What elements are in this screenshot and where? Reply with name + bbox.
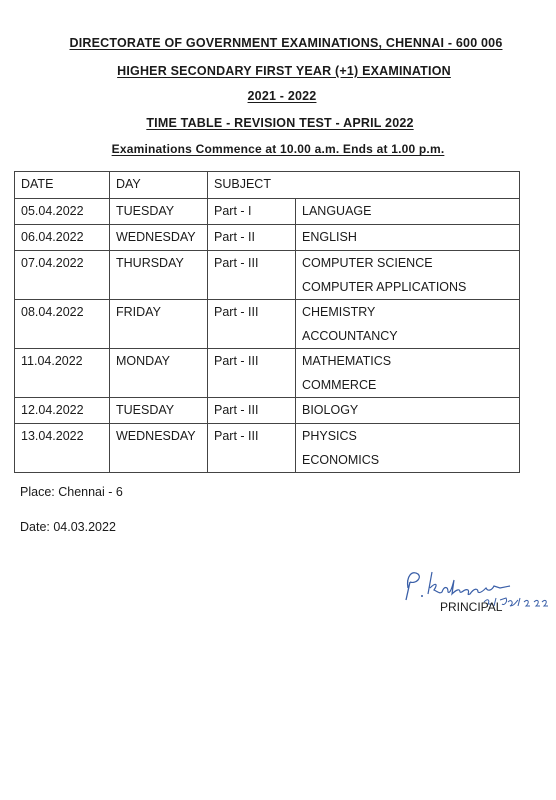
cell-day: WEDNESDAY (110, 225, 208, 251)
date-line: Date: 04.03.2022 (20, 520, 116, 534)
subject-name: MATHEMATICS (302, 354, 392, 368)
column-header-date: DATE (15, 172, 110, 199)
cell-part: Part - III (208, 349, 296, 398)
cell-part: Part - III (208, 300, 296, 349)
cell-part: Part - III (208, 251, 296, 300)
subject-name: COMMERCE (302, 378, 377, 392)
cell-part: Part - I (208, 199, 296, 225)
table-row (15, 424, 520, 473)
cell-part: Part - III (208, 398, 296, 424)
header-timetable-title: TIME TABLE - REVISION TEST - APRIL 2022 (146, 116, 414, 130)
cell-subjects (296, 349, 520, 398)
cell-date: 11.04.2022 (15, 349, 110, 398)
cell-day: TUESDAY (110, 398, 208, 424)
header-exam-timing: Examinations Commence at 10.00 a.m. Ends at 1.00 p.m. (111, 142, 445, 156)
subject-name: ACCOUNTANCY (302, 329, 398, 343)
table-row (15, 225, 520, 251)
column-header-subject: SUBJECT (208, 172, 520, 199)
cell-day: THURSDAY (110, 251, 208, 300)
subject-name: ENGLISH (302, 230, 357, 244)
header-academic-year: 2021 - 2022 (247, 89, 317, 103)
table-row (15, 398, 520, 424)
table-row (15, 349, 520, 398)
table-row (15, 300, 520, 349)
place-line: Place: Chennai - 6 (20, 485, 123, 499)
cell-subjects (296, 424, 520, 473)
subject-name: ECONOMICS (302, 453, 380, 467)
cell-day: FRIDAY (110, 300, 208, 349)
header-exam-name: HIGHER SECONDARY FIRST YEAR (+1) EXAMINATION (117, 64, 451, 78)
subject-name: COMPUTER APPLICATIONS (302, 280, 467, 294)
table-row (15, 251, 520, 300)
subject-name: CHEMISTRY (302, 305, 376, 319)
cell-subjects (296, 199, 520, 225)
subject-name: LANGUAGE (302, 204, 372, 218)
timetable (14, 171, 520, 473)
signatory-designation: PRINCIPAL (440, 600, 503, 614)
cell-date: 06.04.2022 (15, 225, 110, 251)
cell-date: 07.04.2022 (15, 251, 110, 300)
cell-subjects (296, 225, 520, 251)
subject-name: PHYSICS (302, 429, 357, 443)
header-directorate: DIRECTORATE OF GOVERNMENT EXAMINATIONS, CHENNAI - 600 006 (69, 36, 503, 50)
subject-name: BIOLOGY (302, 403, 359, 417)
cell-day: TUESDAY (110, 199, 208, 225)
cell-day: MONDAY (110, 349, 208, 398)
cell-date: 08.04.2022 (15, 300, 110, 349)
cell-date: 12.04.2022 (15, 398, 110, 424)
cell-subjects (296, 398, 520, 424)
table-header-row (15, 172, 520, 199)
cell-date: 13.04.2022 (15, 424, 110, 473)
table-row (15, 199, 520, 225)
cell-subjects (296, 300, 520, 349)
cell-date: 05.04.2022 (15, 199, 110, 225)
cell-day: WEDNESDAY (110, 424, 208, 473)
cell-subjects (296, 251, 520, 300)
column-header-day: DAY (110, 172, 208, 199)
cell-part: Part - III (208, 424, 296, 473)
subject-name: COMPUTER SCIENCE (302, 256, 433, 270)
cell-part: Part - II (208, 225, 296, 251)
